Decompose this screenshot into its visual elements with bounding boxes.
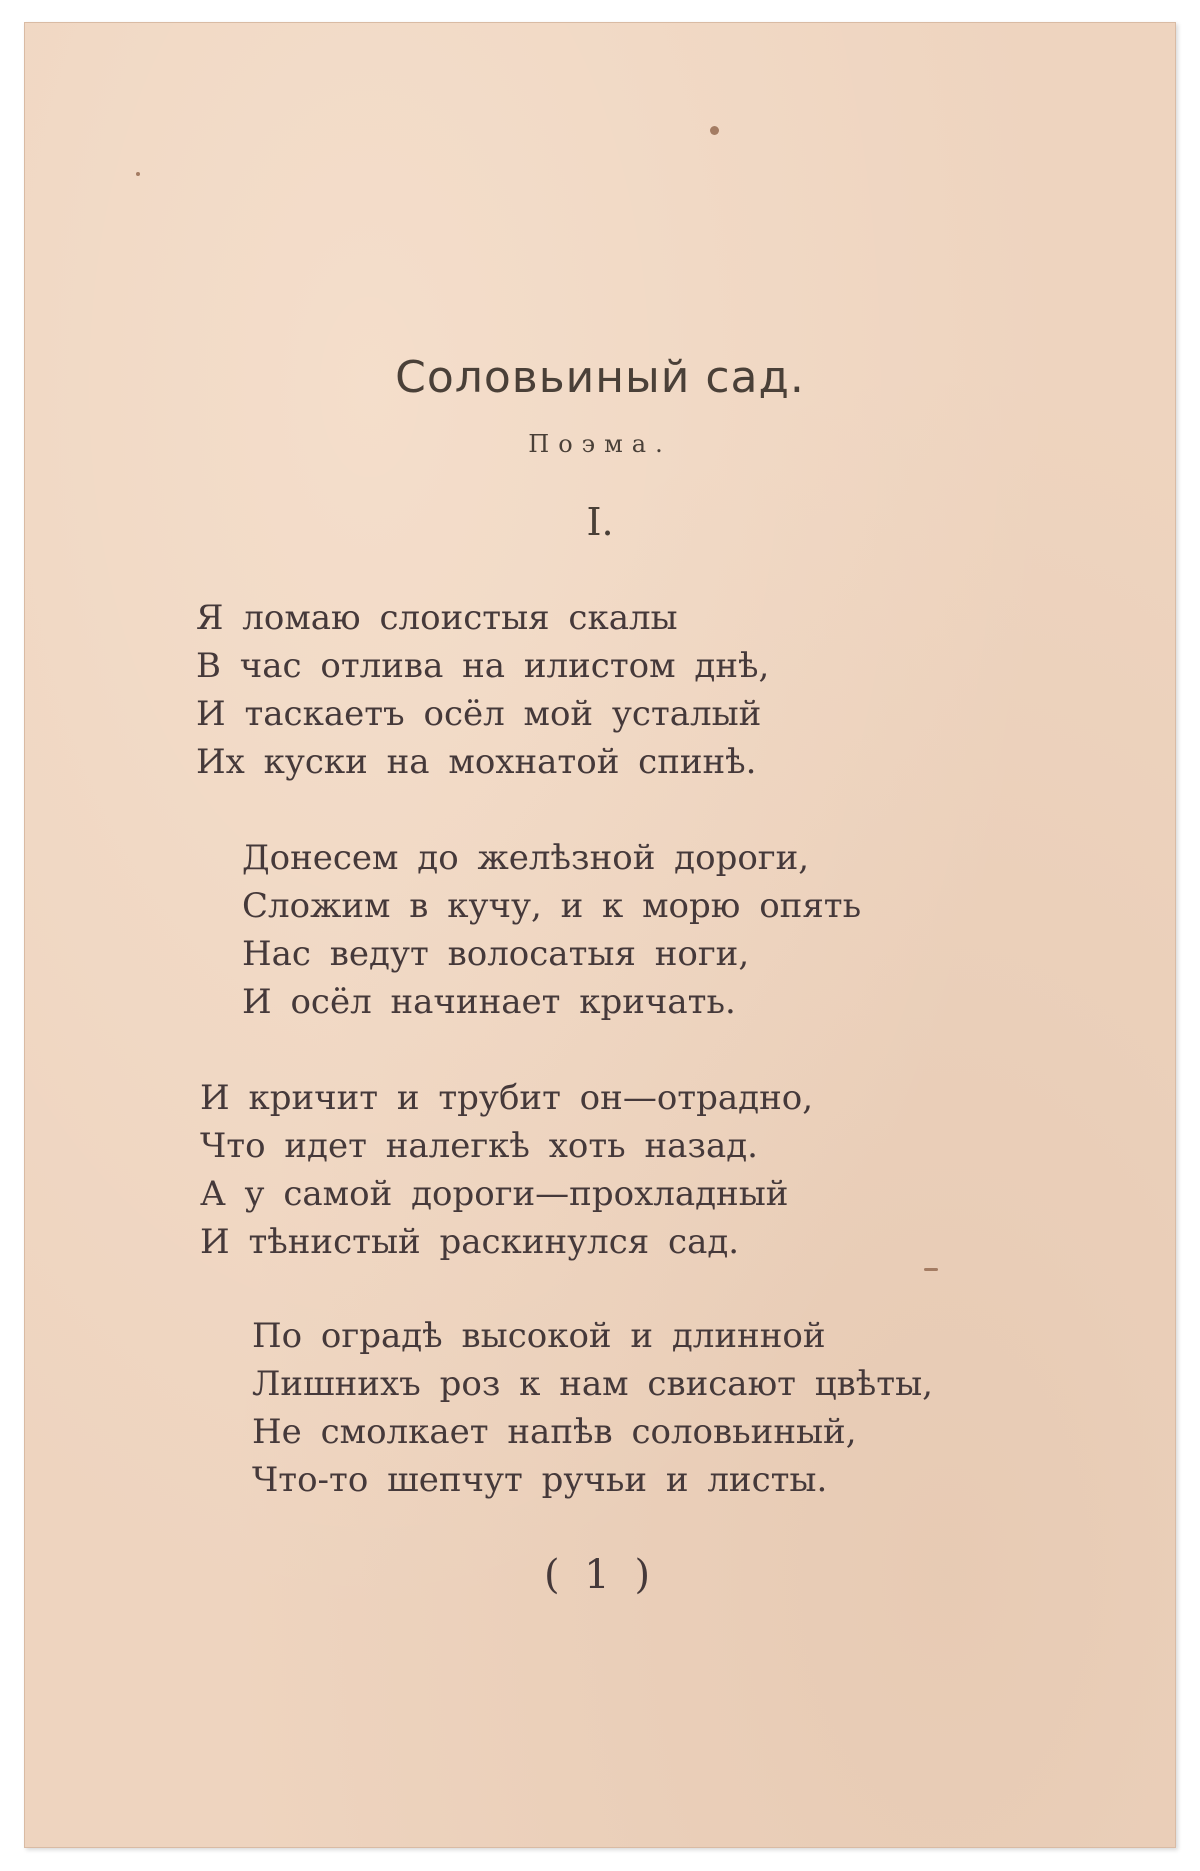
stanza-4	[252, 1312, 933, 1504]
verse-line: И таскаетъ осёл мой усталый	[196, 694, 762, 734]
verse-line: Донесем до желѣзной дороги,	[242, 838, 810, 878]
part-number: I.	[586, 500, 614, 544]
verse-line: Что идет налегкѣ хоть назад.	[200, 1126, 758, 1166]
paper-speck	[710, 126, 719, 135]
page-number: ( 1 )	[543, 1552, 657, 1598]
verse-line: По оградѣ высокой и длинной	[252, 1316, 826, 1356]
verse-line: И тѣнистый раскинулся сад.	[200, 1222, 740, 1262]
poem-title: Соловьиный сад.	[395, 352, 805, 403]
stanza-3	[200, 1074, 813, 1266]
page-sheet	[24, 22, 1176, 1848]
verse-line: Сложим в кучу, и к морю опять	[242, 886, 862, 926]
verse-line: Лишнихъ роз к нам свисают цвѣты,	[252, 1364, 933, 1404]
verse-line: Их куски на мохнатой спинѣ.	[196, 742, 757, 782]
verse-line: А у самой дороги—прохладный	[200, 1174, 789, 1214]
paper-speck	[136, 172, 140, 176]
verse-line: В час отлива на илистом днѣ,	[196, 646, 770, 686]
verse-line: Нас ведут волосатыя ноги,	[242, 934, 750, 974]
poem-subtitle: Поэма.	[528, 430, 672, 458]
verse-line: Я ломаю слоистыя скалы	[196, 598, 678, 638]
verse-line: И кричит и трубит он—отрадно,	[200, 1078, 814, 1118]
verse-line: Что-то шепчут ручьи и листы.	[252, 1460, 828, 1500]
paper-speck	[924, 1268, 938, 1271]
verse-line: И осёл начинает кричать.	[242, 982, 736, 1022]
stanza-1	[196, 594, 769, 786]
stanza-2	[242, 834, 861, 1026]
verse-line: Не смолкает напѣв соловьиный,	[252, 1412, 857, 1452]
